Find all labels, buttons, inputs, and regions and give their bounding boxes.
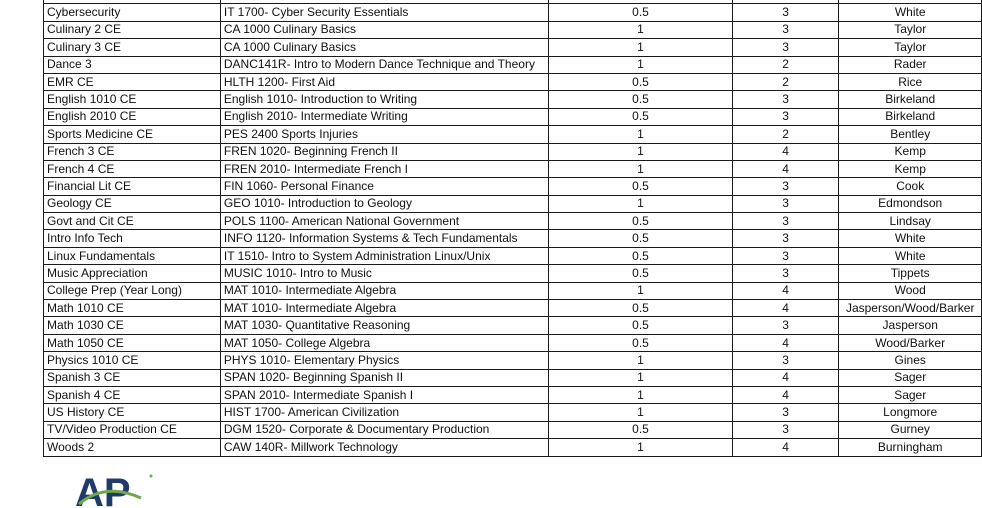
cell-class-name: Math 1030 CE <box>44 317 221 334</box>
table-row <box>44 439 982 456</box>
cell-course: CA 1000 Culinary Basics <box>220 21 548 38</box>
cell-period: 3 <box>732 352 839 369</box>
cell-period: 3 <box>732 265 839 282</box>
cell-period: 3 <box>732 21 839 38</box>
table-row <box>44 4 982 21</box>
cell-course: SPAN 1020- Beginning Spanish II <box>220 369 548 386</box>
cell-period: 4 <box>732 160 839 177</box>
cell-class-name: English 1010 CE <box>44 91 221 108</box>
cell-class-name: Culinary 2 CE <box>44 21 221 38</box>
cell-credit: 1 <box>549 21 732 38</box>
cell-class-name: EMR CE <box>44 73 221 90</box>
table-row <box>44 317 982 334</box>
cell-teacher: Taylor <box>839 39 982 56</box>
cell-course: PES 2400 Sports Injuries <box>220 126 548 143</box>
cell-class-name: Geology CE <box>44 195 221 212</box>
cell-teacher: Sager <box>839 386 982 403</box>
cell-course: CA 1000 Culinary Basics <box>220 39 548 56</box>
cell-teacher: Birkeland <box>839 108 982 125</box>
table-row <box>44 39 982 56</box>
table-row <box>44 56 982 73</box>
table-row <box>44 213 982 230</box>
cell-period: 3 <box>732 91 839 108</box>
cell-period: 4 <box>732 369 839 386</box>
cell-course: GEO 1010- Introduction to Geology <box>220 195 548 212</box>
cell-credit: 0.5 <box>549 265 732 282</box>
cell-class-name: Math 1050 CE <box>44 334 221 351</box>
table-row <box>44 143 982 160</box>
cell-teacher: Jasperson/Wood/Barker <box>839 300 982 317</box>
cell-class-name: Cybersecurity <box>44 4 221 21</box>
cell-course: HIST 1700- American Civilization <box>220 404 548 421</box>
table-row <box>44 421 982 438</box>
table-row <box>44 247 982 264</box>
cell-teacher: Gines <box>839 352 982 369</box>
cell-course: DANC141R- Intro to Modern Dance Technique and Theory <box>220 56 548 73</box>
cell-period: 3 <box>732 4 839 21</box>
cell-teacher: Cook <box>839 178 982 195</box>
cell-teacher: Burningham <box>839 439 982 456</box>
cell-course: IT 1700- Cyber Security Essentials <box>220 4 548 21</box>
cell-period: 3 <box>732 247 839 264</box>
cell-class-name: Intro Info Tech <box>44 230 221 247</box>
cell-period: 3 <box>732 230 839 247</box>
cell-course: FREN 1020- Beginning French II <box>220 143 548 160</box>
cell-class-name: French 4 CE <box>44 160 221 177</box>
cell-credit: 1 <box>549 126 732 143</box>
table-row <box>44 334 982 351</box>
cell-teacher: White <box>839 230 982 247</box>
cell-teacher: Birkeland <box>839 91 982 108</box>
table-row <box>44 126 982 143</box>
cell-credit: 1 <box>549 439 732 456</box>
cell-teacher: Edmondson <box>839 195 982 212</box>
cell-course: MAT 1010- Intermediate Algebra <box>220 300 548 317</box>
table-row <box>44 404 982 421</box>
cell-teacher: White <box>839 247 982 264</box>
cell-class-name: Math 1010 CE <box>44 300 221 317</box>
cell-credit: 0.5 <box>549 108 732 125</box>
cell-credit: 1 <box>549 39 732 56</box>
cell-class-name: Dance 3 <box>44 56 221 73</box>
cell-class-name: Music Appreciation <box>44 265 221 282</box>
cell-period: 3 <box>732 39 839 56</box>
cell-teacher: Tippets <box>839 265 982 282</box>
course-table <box>43 0 982 457</box>
cell-credit: 1 <box>549 160 732 177</box>
table-row <box>44 108 982 125</box>
cell-period: 3 <box>732 108 839 125</box>
logo-mark-icon <box>150 475 153 478</box>
cell-credit: 0.5 <box>549 317 732 334</box>
cell-period: 2 <box>732 126 839 143</box>
cell-credit: 0.5 <box>549 91 732 108</box>
cell-credit: 0.5 <box>549 230 732 247</box>
table-row <box>44 178 982 195</box>
cell-class-name: Spanish 4 CE <box>44 386 221 403</box>
cell-credit: 1 <box>549 195 732 212</box>
cell-period: 2 <box>732 73 839 90</box>
cell-period: 4 <box>732 386 839 403</box>
cell-credit: 1 <box>549 143 732 160</box>
cell-class-name: Spanish 3 CE <box>44 369 221 386</box>
cell-credit: 1 <box>549 369 732 386</box>
cell-course: DGM 1520- Corporate & Documentary Production <box>220 421 548 438</box>
course-table-body <box>44 0 982 456</box>
cell-teacher: Kemp <box>839 160 982 177</box>
cell-teacher: Wood/Barker <box>839 334 982 351</box>
cell-teacher: Wood <box>839 282 982 299</box>
cell-teacher: Jasperson <box>839 317 982 334</box>
cell-period: 3 <box>732 178 839 195</box>
cell-class-name: Physics 1010 CE <box>44 352 221 369</box>
cell-class-name: College Prep (Year Long) <box>44 282 221 299</box>
cell-period: 4 <box>732 334 839 351</box>
cell-course: MAT 1030- Quantitative Reasoning <box>220 317 548 334</box>
cell-period: 3 <box>732 421 839 438</box>
cell-course: MAT 1010- Intermediate Algebra <box>220 282 548 299</box>
cell-credit: 0.5 <box>549 421 732 438</box>
cell-teacher: Longmore <box>839 404 982 421</box>
cell-teacher: White <box>839 4 982 21</box>
cell-credit: 0.5 <box>549 73 732 90</box>
cell-credit: 1 <box>549 282 732 299</box>
cell-credit: 0.5 <box>549 247 732 264</box>
table-row <box>44 73 982 90</box>
cell-course: CAW 140R- Millwork Technology <box>220 439 548 456</box>
cell-class-name: Woods 2 <box>44 439 221 456</box>
cell-teacher: Kemp <box>839 143 982 160</box>
cell-teacher: Gurney <box>839 421 982 438</box>
cell-class-name: French 3 CE <box>44 143 221 160</box>
cell-teacher: Lindsay <box>839 213 982 230</box>
cell-course: English 2010- Intermediate Writing <box>220 108 548 125</box>
cell-class-name: TV/Video Production CE <box>44 421 221 438</box>
cell-credit: 0.5 <box>549 213 732 230</box>
cell-period: 4 <box>732 300 839 317</box>
cell-course: IT 1510- Intro to System Administration Linux/Unix <box>220 247 548 264</box>
cell-course: INFO 1120- Information Systems & Tech Fundamentals <box>220 230 548 247</box>
table-row <box>44 386 982 403</box>
cell-period: 4 <box>732 143 839 160</box>
table-row <box>44 230 982 247</box>
cell-course: HLTH 1200- First Aid <box>220 73 548 90</box>
cell-teacher: Sager <box>839 369 982 386</box>
cell-course: POLS 1100- American National Government <box>220 213 548 230</box>
cell-credit: 0.5 <box>549 4 732 21</box>
cell-class-name: Sports Medicine CE <box>44 126 221 143</box>
cell-class-name: Financial Lit CE <box>44 178 221 195</box>
cell-credit: 1 <box>549 352 732 369</box>
cell-teacher: Rice <box>839 73 982 90</box>
cell-period: 4 <box>732 439 839 456</box>
cell-class-name: Culinary 3 CE <box>44 39 221 56</box>
cell-credit: 1 <box>549 56 732 73</box>
cell-course: PHYS 1010- Elementary Physics <box>220 352 548 369</box>
cell-course: English 1010- Introduction to Writing <box>220 91 548 108</box>
cell-course: MAT 1050- College Algebra <box>220 334 548 351</box>
cell-class-name: English 2010 CE <box>44 108 221 125</box>
cell-credit: 0.5 <box>549 334 732 351</box>
cell-period: 3 <box>732 317 839 334</box>
cell-teacher: Rader <box>839 56 982 73</box>
cell-teacher: Bentley <box>839 126 982 143</box>
table-row <box>44 282 982 299</box>
cell-period: 4 <box>732 282 839 299</box>
cell-credit: 0.5 <box>549 178 732 195</box>
table-row <box>44 265 982 282</box>
table-row <box>44 195 982 212</box>
cell-period: 3 <box>732 195 839 212</box>
cell-credit: 1 <box>549 386 732 403</box>
cell-class-name: US History CE <box>44 404 221 421</box>
cell-teacher: Taylor <box>839 21 982 38</box>
table-row <box>44 352 982 369</box>
cell-course: FREN 2010- Intermediate French I <box>220 160 548 177</box>
cell-credit: 1 <box>549 404 732 421</box>
logo-text: AP <box>75 471 131 508</box>
cell-course: SPAN 2010- Intermediate Spanish I <box>220 386 548 403</box>
cell-class-name: Linux Fundamentals <box>44 247 221 264</box>
cell-period: 3 <box>732 213 839 230</box>
table-row <box>44 21 982 38</box>
table-row <box>44 160 982 177</box>
table-row <box>44 91 982 108</box>
table-row <box>44 300 982 317</box>
cell-class-name: Govt and Cit CE <box>44 213 221 230</box>
school-logo <box>75 468 265 508</box>
cell-period: 3 <box>732 404 839 421</box>
cell-period: 2 <box>732 56 839 73</box>
cell-course: MUSIC 1010- Intro to Music <box>220 265 548 282</box>
cell-course: FIN 1060- Personal Finance <box>220 178 548 195</box>
table-row <box>44 369 982 386</box>
cell-credit: 0.5 <box>549 300 732 317</box>
